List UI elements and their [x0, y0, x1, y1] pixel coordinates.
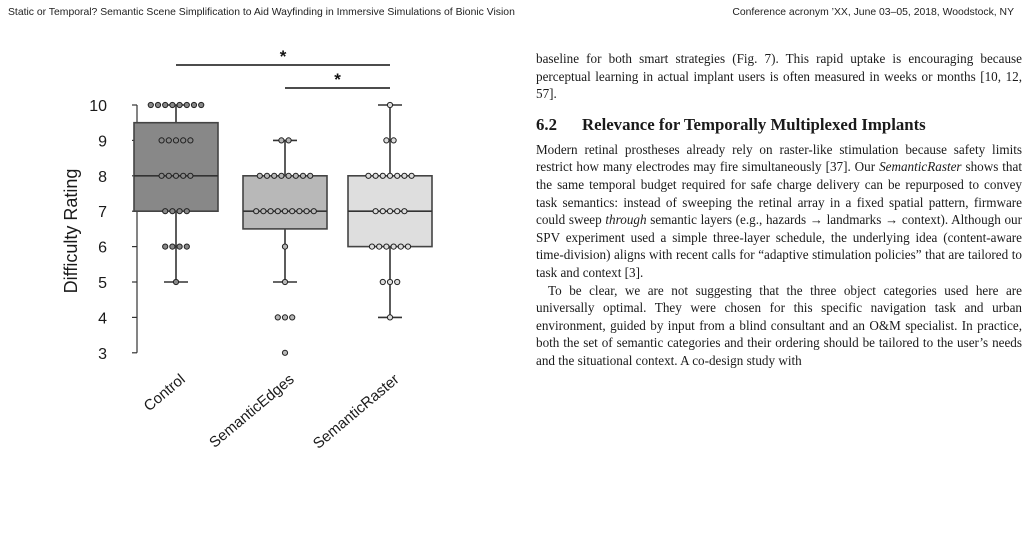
data-point	[181, 138, 186, 143]
data-point	[366, 173, 371, 178]
emphasis-through: through	[605, 212, 647, 228]
data-point	[279, 138, 284, 143]
data-point	[373, 209, 378, 214]
running-title: Static or Temporal? Semantic Scene Simplification to Aid Wayfinding in Immersive Simulations of Bionic Vision	[8, 7, 515, 18]
data-point	[293, 173, 298, 178]
data-point	[159, 138, 164, 143]
section-heading	[536, 115, 1022, 135]
data-point	[163, 102, 168, 107]
y-axis-label: Difficulty Rating	[61, 168, 81, 294]
data-point	[181, 173, 186, 178]
data-point	[170, 244, 175, 249]
data-point	[163, 244, 168, 249]
data-point	[398, 244, 403, 249]
data-point	[170, 209, 175, 214]
y-tick-label: 7	[98, 204, 107, 222]
data-point	[384, 244, 389, 249]
data-point	[275, 209, 280, 214]
data-point	[272, 173, 277, 178]
data-point	[163, 209, 168, 214]
box-control	[134, 123, 218, 212]
data-point	[311, 209, 316, 214]
data-point	[173, 138, 178, 143]
y-tick-label: 5	[98, 275, 107, 292]
data-point	[159, 173, 164, 178]
emphasis-semantic-raster: SemanticRaster	[879, 159, 962, 175]
data-point	[380, 209, 385, 214]
data-point	[282, 350, 287, 355]
data-point	[405, 244, 410, 249]
data-point	[279, 173, 284, 178]
data-point	[387, 102, 392, 107]
data-point	[409, 173, 414, 178]
data-point	[282, 244, 287, 249]
section-title: Relevance for Temporally Multiplexed Implants	[582, 114, 926, 134]
data-point	[177, 244, 182, 249]
data-point	[395, 173, 400, 178]
data-point	[402, 209, 407, 214]
data-point	[148, 102, 153, 107]
data-point	[387, 173, 392, 178]
data-point	[261, 209, 266, 214]
data-point	[184, 209, 189, 214]
data-point	[268, 209, 273, 214]
data-point	[308, 173, 313, 178]
y-tick-label: 8	[98, 168, 107, 186]
data-point	[282, 279, 287, 284]
data-point	[282, 209, 287, 214]
y-tick-label: 10	[89, 98, 107, 115]
x-tick-label: Control	[140, 370, 189, 415]
data-point	[380, 173, 385, 178]
data-point	[373, 173, 378, 178]
data-point	[290, 315, 295, 320]
data-point	[384, 138, 389, 143]
paragraph-2: Modern retinal prostheses already rely on raster-like stimulation because safety limits restrict how many electrodes may fire simultaneously [37]. Our SemanticRaster shows that the same temporal budget required for safe charge delivery can be repurposed to convey task semantics: instead of sweeping the retinal array in a fixed spatial pattern, firmware could sweep through semantic layers (e.g., hazards → landmarks → context). Although our SPV experiment used a simple three-layer schedule, the underlying idea (content-aware time-division) aligns with recent calls for “adaptive stimulation policies” that are tailored to task and context [3].	[536, 141, 1022, 280]
paragraph-1: baseline for both smart strategies (Fig. 7). This rapid uptake is encouraging because perceptual learning in actual implant users is often measured in weeks or months [10, 12, 57].	[536, 51, 1022, 102]
data-point	[264, 173, 269, 178]
section-number: 6.2	[536, 114, 557, 134]
data-point	[188, 138, 193, 143]
data-point	[286, 138, 291, 143]
y-tick-label: 3	[98, 345, 107, 363]
data-point	[199, 102, 204, 107]
significance-star: *	[279, 47, 287, 66]
data-point	[170, 102, 175, 107]
data-point	[297, 209, 302, 214]
data-point	[391, 244, 396, 249]
y-tick-label: 4	[98, 310, 107, 328]
x-tick-label: SemanticRaster	[309, 370, 403, 453]
data-point	[173, 173, 178, 178]
data-point	[184, 244, 189, 249]
data-point	[282, 315, 287, 320]
box-semanticedges	[243, 176, 327, 229]
data-point	[380, 279, 385, 284]
conference-info: Conference acronym ’XX, June 03–05, 2018, Woodstock, NY	[732, 7, 1014, 18]
paragraph-3: To be clear, we are not suggesting that the three object categories used here are universally optimal. They were chosen for this specific navigation task and urban environment, guided by input from a blind consultant and an O&M specialist. In practice, both the set of semantic categories and their ordering should be tailored to the user’s needs and the situational context. A co-design study with	[536, 282, 1022, 368]
data-point	[290, 209, 295, 214]
y-tick-label: 9	[98, 133, 107, 151]
data-point	[300, 173, 305, 178]
data-point	[166, 138, 171, 143]
data-point	[395, 209, 400, 214]
data-point	[177, 209, 182, 214]
data-point	[395, 279, 400, 284]
data-point	[387, 315, 392, 320]
body-column	[536, 50, 1022, 370]
data-point	[387, 279, 392, 284]
data-point	[184, 102, 189, 107]
data-point	[257, 173, 262, 178]
data-point	[191, 102, 196, 107]
data-point	[275, 315, 280, 320]
data-point	[177, 102, 182, 107]
significance-star: *	[334, 70, 341, 89]
data-point	[304, 209, 309, 214]
data-point	[173, 279, 178, 284]
data-point	[155, 102, 160, 107]
data-point	[377, 244, 382, 249]
data-point	[254, 209, 259, 214]
data-point	[369, 244, 374, 249]
data-point	[166, 173, 171, 178]
y-tick-label: 6	[98, 239, 107, 257]
data-point	[286, 173, 291, 178]
data-point	[188, 173, 193, 178]
data-point	[387, 209, 392, 214]
x-tick-label: SemanticEdges	[206, 370, 298, 452]
data-point	[391, 138, 396, 143]
data-point	[402, 173, 407, 178]
